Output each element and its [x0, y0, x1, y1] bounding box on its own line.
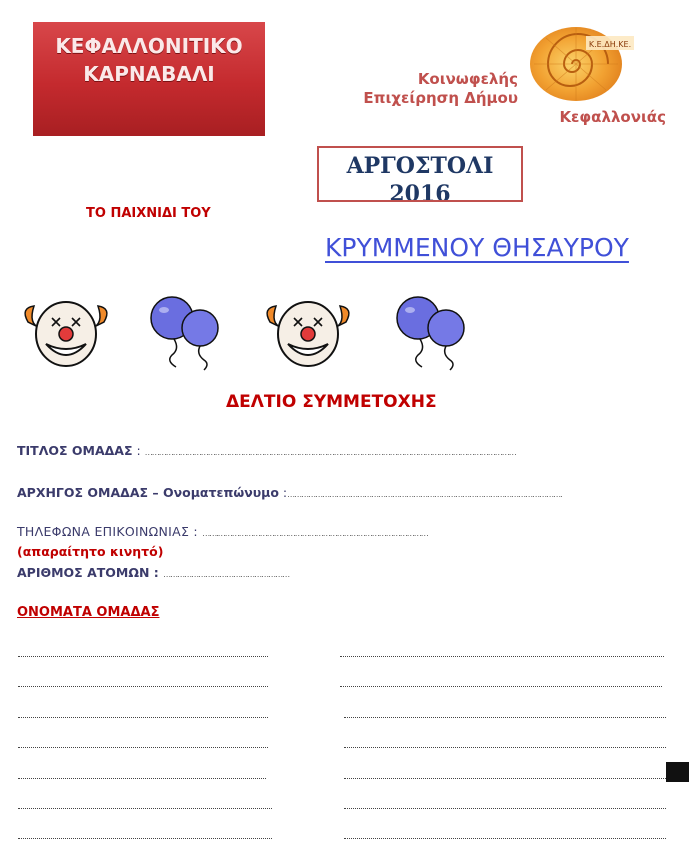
carnival-banner: [33, 22, 265, 136]
name-line[interactable]: [18, 778, 266, 779]
city-year-box: [317, 146, 523, 202]
team-title-dots: ……………………………………………………………………………………………………………………………………………: [144, 448, 516, 457]
phone-label: ΤΗΛΕΦΩΝΑ ΕΠΙΚΟΙΝΩΝΙΑΣ: [17, 524, 190, 539]
name-line[interactable]: [344, 838, 666, 839]
org-line-2: Επιχείρηση Δήμου: [363, 89, 518, 107]
shell-logo-icon: [528, 22, 636, 102]
name-line[interactable]: [340, 656, 664, 657]
name-line[interactable]: [340, 686, 662, 687]
name-line[interactable]: [344, 747, 666, 748]
mobile-note: (απαραίτητο κινητό): [17, 544, 164, 559]
org-line-3: Κεφαλλονιάς: [559, 108, 666, 126]
clown-icon: [262, 294, 354, 370]
name-line[interactable]: [344, 717, 666, 718]
game-title: ΚΡΥΜΜΕΝΟΥ ΘΗΣΑΥΡΟΥ: [325, 233, 629, 262]
name-line[interactable]: [18, 808, 272, 809]
page-edge-marker: [666, 762, 689, 782]
city-name: ΑΡΓΟΣΤΟΛΙ: [346, 153, 494, 179]
team-title-sep: :: [132, 443, 145, 458]
org-line-1: Κοινωφελής: [417, 70, 518, 88]
balloons-icon: [146, 296, 222, 372]
balloons-icon: [392, 296, 468, 372]
phone-dots: …….………………………………………………………………………………: [202, 529, 428, 538]
people-count-label: ΑΡΙΘΜΟΣ ΑΤΟΜΩΝ: [17, 565, 150, 580]
banner-line-2: ΚΑΡΝΑΒΑΛΙ: [83, 62, 215, 86]
team-title-field[interactable]: [17, 443, 516, 458]
people-count-field[interactable]: [17, 565, 289, 580]
clown-icon: [20, 294, 112, 370]
name-line[interactable]: [344, 808, 666, 809]
name-line[interactable]: [344, 778, 666, 779]
team-names-title: ΟΝΟΜΑΤΑ ΟΜΑΔΑΣ: [17, 605, 160, 620]
phone-sep: :: [189, 524, 203, 539]
name-line[interactable]: [18, 747, 268, 748]
name-line[interactable]: [18, 686, 268, 687]
team-leader-field[interactable]: [17, 485, 562, 500]
event-year: 2016: [389, 181, 451, 202]
team-leader-label: ΑΡΧΗΓΟΣ ΟΜΑΔΑΣ – Ονοματεπώνυμο: [17, 485, 279, 500]
banner-line-1: ΚΕΦΑΛΛΟΝΙΤΙΚΟ: [55, 34, 243, 58]
people-count-dots: ………………………………………………: [163, 570, 290, 579]
name-line[interactable]: [18, 717, 268, 718]
svg-text:Κ.Ε.ΔΗ.ΚΕ.: Κ.Ε.ΔΗ.ΚΕ.: [588, 40, 632, 49]
people-count-sep: :: [149, 565, 164, 580]
name-line[interactable]: [18, 838, 272, 839]
phone-field[interactable]: [17, 524, 428, 539]
team-leader-dots: ……………………………………………………………………………………………………….: [287, 490, 562, 499]
name-line[interactable]: [18, 656, 268, 657]
team-leader-sep: :: [278, 485, 288, 500]
form-heading: ΔΕΛΤΙΟ ΣΥΜΜΕΤΟΧΗΣ: [226, 392, 437, 412]
team-title-label: ΤΙΤΛΟΣ ΟΜΑΔΑΣ: [17, 443, 133, 458]
game-subtitle: ΤΟ ΠΑΙΧΝΙΔΙ ΤΟΥ: [86, 206, 211, 221]
